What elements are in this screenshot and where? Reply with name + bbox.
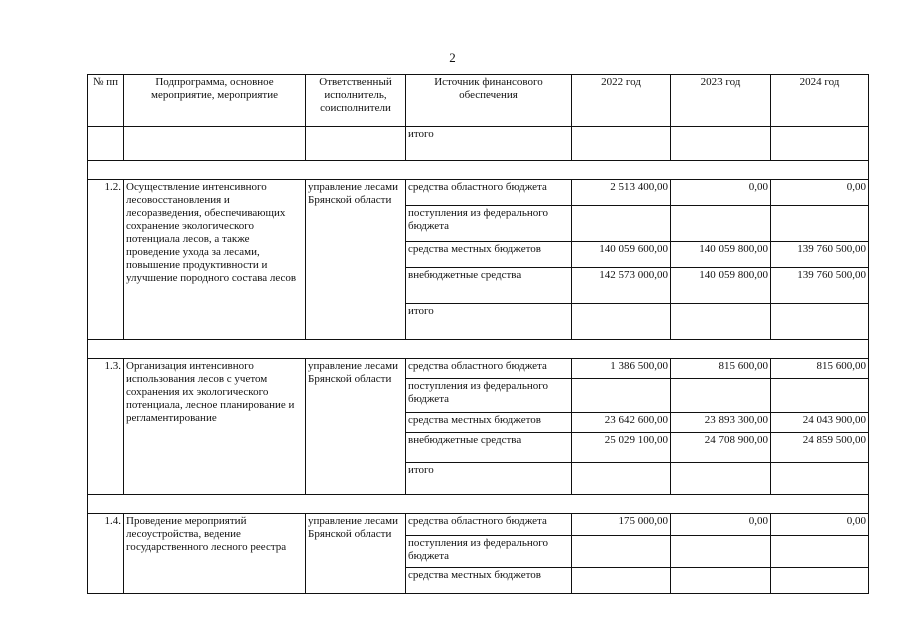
value-2024: 24 043 900,00 [771, 413, 869, 433]
section-gap [88, 340, 869, 359]
cell-empty [306, 127, 406, 161]
source-label: средства областного бюджета [406, 514, 572, 536]
section-executor: управление лесами Брянской области [306, 359, 406, 495]
value-2023 [671, 536, 771, 568]
value-2023: 140 059 800,00 [671, 242, 771, 268]
section-executor: управление лесами Брянской области [306, 180, 406, 340]
value-2024: 24 859 500,00 [771, 433, 869, 463]
header-num: № пп [88, 75, 124, 127]
source-label: внебюджетные средства [406, 433, 572, 463]
cell-empty [671, 127, 771, 161]
header-2022: 2022 год [572, 75, 671, 127]
value-2023 [671, 379, 771, 413]
source-label: поступления из федерального бюджета [406, 206, 572, 242]
value-2024: 139 760 500,00 [771, 242, 869, 268]
value-2022 [572, 304, 671, 340]
value-2024 [771, 568, 869, 594]
value-2022 [572, 206, 671, 242]
source-label: средства местных бюджетов [406, 568, 572, 594]
header-source: Источник финансового обеспечения [406, 75, 572, 127]
value-2022: 142 573 000,00 [572, 268, 671, 304]
source-label: итого [406, 304, 572, 340]
cell-empty [572, 127, 671, 161]
value-2023: 0,00 [671, 180, 771, 206]
header-row [88, 75, 869, 127]
value-2023: 24 708 900,00 [671, 433, 771, 463]
value-2022: 1 386 500,00 [572, 359, 671, 379]
section-gap [88, 161, 869, 180]
value-2023 [671, 206, 771, 242]
value-2023: 0,00 [671, 514, 771, 536]
source-label: итого [406, 463, 572, 495]
value-2024 [771, 304, 869, 340]
value-2024 [771, 379, 869, 413]
value-2022 [572, 536, 671, 568]
source-label: средства областного бюджета [406, 180, 572, 206]
value-2024: 0,00 [771, 180, 869, 206]
source-label: внебюджетные средства [406, 268, 572, 304]
value-2022 [572, 568, 671, 594]
source-label: средства местных бюджетов [406, 413, 572, 433]
section-number: 1.4. [88, 514, 124, 594]
cell-empty [88, 127, 124, 161]
value-2023: 23 893 300,00 [671, 413, 771, 433]
value-2024 [771, 536, 869, 568]
section-title: Организация интенсивного использования лесов с учетом сохранения их экологического потенциала, лесное планирование и регламентирование [124, 359, 306, 495]
header-2023: 2023 год [671, 75, 771, 127]
section-number: 1.3. [88, 359, 124, 495]
value-2022: 140 059 600,00 [572, 242, 671, 268]
value-2022 [572, 463, 671, 495]
source-label: поступления из федерального бюджета [406, 379, 572, 413]
header-executor: Ответственный исполнитель, соисполнители [306, 75, 406, 127]
value-2022: 2 513 400,00 [572, 180, 671, 206]
source-label: средства местных бюджетов [406, 242, 572, 268]
page-number: 2 [449, 50, 456, 65]
value-2023: 815 600,00 [671, 359, 771, 379]
header-program: Подпрограмма, основное мероприятие, мероприятие [124, 75, 306, 127]
financing-table [87, 74, 869, 594]
value-2022 [572, 379, 671, 413]
section-number: 1.2. [88, 180, 124, 340]
value-2022: 175 000,00 [572, 514, 671, 536]
value-2024 [771, 206, 869, 242]
value-2024: 815 600,00 [771, 359, 869, 379]
header-2024: 2024 год [771, 75, 869, 127]
value-2024: 0,00 [771, 514, 869, 536]
cell-empty [124, 127, 306, 161]
value-2023 [671, 463, 771, 495]
source-label: средства областного бюджета [406, 359, 572, 379]
value-2023: 140 059 800,00 [671, 268, 771, 304]
value-2023 [671, 304, 771, 340]
top-total-row [88, 127, 869, 161]
top-total-label: итого [406, 127, 572, 161]
source-label: поступления из федерального бюджета [406, 536, 572, 568]
value-2024: 139 760 500,00 [771, 268, 869, 304]
value-2023 [671, 568, 771, 594]
section-executor: управление лесами Брянской области [306, 514, 406, 594]
value-2024 [771, 463, 869, 495]
table-row [88, 359, 869, 379]
value-2022: 25 029 100,00 [572, 433, 671, 463]
section-title: Проведение мероприятий лесоустройства, ведение государственного лесного реестра [124, 514, 306, 594]
value-2022: 23 642 600,00 [572, 413, 671, 433]
table-row [88, 180, 869, 206]
cell-empty [771, 127, 869, 161]
table-row [88, 514, 869, 536]
section-title: Осуществление интенсивного лесовосстановления и лесоразведения, обеспечивающих сохранение экологического потенциала лесов, а также проведение ухода за лесами, повышение продуктивности и улучшение породного состава лесов [124, 180, 306, 340]
section-gap [88, 495, 869, 514]
